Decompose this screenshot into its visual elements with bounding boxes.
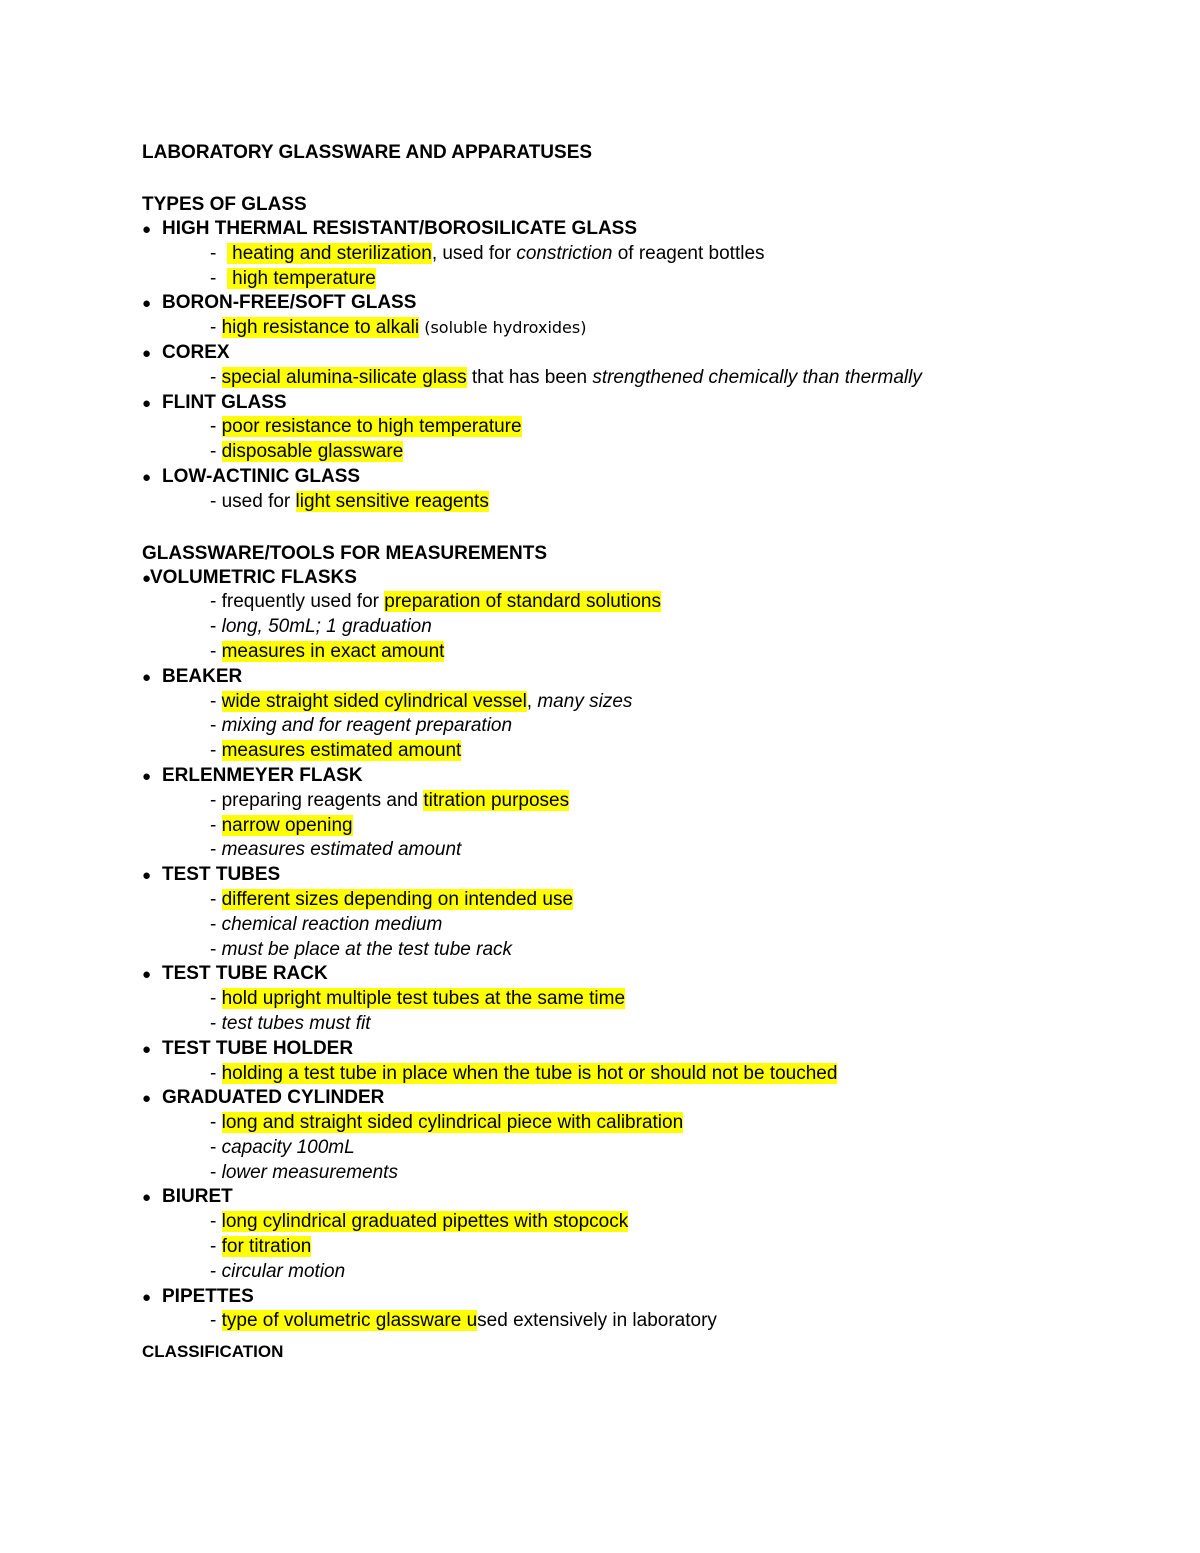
detail-text: mixing and for reagent preparation	[221, 715, 513, 737]
bullet-icon: ●	[142, 668, 152, 686]
item-list	[142, 217, 1102, 515]
detail-line	[142, 1012, 1102, 1037]
detail-text: -	[210, 988, 222, 1010]
detail-text: -	[210, 839, 222, 861]
item-heading	[142, 962, 1102, 987]
detail-line	[142, 267, 1102, 292]
item-heading	[142, 291, 1102, 316]
bullet-icon: ●	[142, 569, 152, 587]
highlighted-text: long cylindrical graduated pipettes with stopcock	[221, 1211, 629, 1233]
detail-text: that has been	[466, 366, 593, 388]
detail-text: lower measurements	[221, 1161, 398, 1183]
detail-text: -	[210, 242, 227, 264]
bullet-icon: ●	[142, 1189, 152, 1207]
detail-text: chemical reaction medium	[221, 913, 443, 935]
detail-text: -	[210, 690, 222, 712]
detail-text: , used for	[431, 242, 517, 264]
highlighted-text: hold upright multiple test tubes at the same time	[221, 988, 626, 1010]
detail-text: measures estimated amount	[221, 839, 462, 861]
item-heading	[142, 1185, 1102, 1210]
detail-text: -	[210, 616, 222, 638]
detail-line	[142, 490, 1102, 515]
highlighted-text: heating and sterilization	[226, 242, 432, 264]
bullet-icon: ●	[142, 867, 152, 885]
detail-line	[142, 714, 1102, 739]
detail-line	[142, 366, 1102, 391]
detail-text: -	[210, 888, 222, 910]
detail-line	[142, 316, 1102, 341]
item-heading-text: VOLUMETRIC FLASKS	[150, 566, 357, 588]
item-heading	[142, 391, 1102, 416]
highlighted-text: long and straight sided cylindrical piece with calibration	[221, 1112, 684, 1134]
detail-line	[142, 838, 1102, 863]
classification-heading: CLASSIFICATION	[142, 1342, 284, 1362]
item-heading-text: LOW-ACTINIC GLASS	[162, 465, 361, 487]
item-heading-text: BIURET	[162, 1186, 233, 1208]
detail-line	[142, 415, 1102, 440]
highlighted-text: high temperature	[226, 267, 376, 289]
item-heading	[142, 1285, 1102, 1310]
detail-text: of reagent bottles	[612, 242, 765, 264]
detail-text: -	[210, 1211, 222, 1233]
detail-text: -	[210, 1136, 222, 1158]
detail-text: -	[210, 441, 222, 463]
item-heading	[142, 863, 1102, 888]
bullet-icon: ●	[142, 966, 152, 984]
detail-text: -	[210, 814, 222, 836]
document-body	[142, 140, 1102, 1364]
highlighted-text: measures in exact amount	[221, 640, 445, 662]
detail-line	[142, 1309, 1102, 1334]
detail-text: -	[210, 1260, 222, 1282]
detail-line	[142, 814, 1102, 839]
bullet-icon: ●	[142, 468, 152, 486]
detail-line	[142, 1210, 1102, 1235]
detail-line	[142, 690, 1102, 715]
bullet-icon: ●	[142, 767, 152, 785]
detail-line	[142, 938, 1102, 963]
detail-text: -	[210, 938, 222, 960]
detail-text: -	[210, 267, 227, 289]
bullet-icon: ●	[142, 1288, 152, 1306]
item-heading	[142, 465, 1102, 490]
detail-text: -	[210, 317, 222, 339]
detail-text: long, 50mL; 1 graduation	[221, 616, 432, 638]
highlighted-text: type of volumetric glassware u	[221, 1310, 478, 1332]
item-heading-text: TEST TUBE HOLDER	[162, 1037, 354, 1059]
highlighted-text: measures estimated amount	[221, 740, 462, 762]
detail-text: capacity 100mL	[221, 1136, 355, 1158]
detail-line	[142, 640, 1102, 665]
detail-text: -	[210, 1012, 222, 1034]
item-heading	[142, 1037, 1102, 1062]
detail-text: must be place at the test tube rack	[221, 938, 513, 960]
detail-text: -	[210, 1310, 222, 1332]
item-heading	[142, 341, 1102, 366]
detail-text: -	[210, 1161, 222, 1183]
item-heading-text: PIPETTES	[162, 1285, 254, 1307]
item-heading	[142, 665, 1102, 690]
item-heading	[142, 217, 1102, 242]
highlighted-text: disposable glassware	[221, 441, 404, 463]
detail-line	[142, 1235, 1102, 1260]
section-glassware-tools	[142, 541, 1102, 1335]
detail-text: many sizes	[537, 690, 633, 712]
detail-text: - frequently used for	[210, 591, 385, 613]
detail-line	[142, 987, 1102, 1012]
detail-text: -	[210, 913, 222, 935]
document-title: LABORATORY GLASSWARE AND APPARATUSES	[142, 142, 593, 163]
bullet-icon: ●	[142, 344, 152, 362]
detail-line	[142, 739, 1102, 764]
detail-text: -	[210, 366, 222, 388]
highlighted-text: poor resistance to high temperature	[221, 416, 522, 438]
detail-text: -	[210, 1236, 222, 1258]
detail-text: -	[210, 1062, 222, 1084]
spacer	[142, 166, 1102, 192]
highlighted-text: preparation of standard solutions	[384, 591, 661, 613]
detail-text: - used for	[210, 490, 296, 512]
item-heading-text: BEAKER	[162, 665, 243, 687]
detail-text: test tubes must fit	[221, 1012, 371, 1034]
detail-line	[142, 242, 1102, 267]
item-heading-text: BORON-FREE/SOFT GLASS	[162, 292, 417, 314]
detail-line	[142, 789, 1102, 814]
detail-line	[142, 913, 1102, 938]
highlighted-text: for titration	[221, 1236, 312, 1258]
detail-text: ,	[526, 690, 538, 712]
highlighted-text: different sizes depending on intended use	[221, 888, 574, 910]
item-heading	[142, 1086, 1102, 1111]
bullet-icon: ●	[142, 295, 152, 313]
item-list	[142, 566, 1102, 1335]
detail-text: -	[210, 715, 222, 737]
detail-line	[142, 888, 1102, 913]
bullet-icon: ●	[142, 221, 152, 238]
detail-text: - preparing reagents and	[210, 789, 424, 811]
detail-text: strengthened chemically than thermally	[592, 366, 922, 388]
bullet-icon: ●	[142, 1090, 152, 1108]
highlighted-text: light sensitive reagents	[295, 490, 489, 512]
section-title: GLASSWARE/TOOLS FOR MEASUREMENTS	[142, 542, 548, 564]
detail-text: -	[210, 740, 222, 762]
detail-line	[142, 440, 1102, 465]
detail-line	[142, 1161, 1102, 1186]
bullet-icon: ●	[142, 394, 152, 412]
item-heading-text: GRADUATED CYLINDER	[162, 1087, 385, 1109]
section-types-of-glass	[142, 192, 1102, 515]
item-heading-text: ERLENMEYER FLASK	[162, 764, 363, 786]
item-heading	[142, 566, 1102, 591]
highlighted-text: special alumina-silicate glass	[221, 366, 467, 388]
item-heading-text: TEST TUBE RACK	[162, 963, 328, 985]
item-heading-text: FLINT GLASS	[162, 391, 287, 413]
detail-line	[142, 615, 1102, 640]
detail-text: -	[210, 416, 222, 438]
detail-text: sed extensively in laboratory	[477, 1310, 717, 1332]
detail-text: -	[210, 640, 222, 662]
detail-text: circular motion	[221, 1260, 346, 1282]
highlighted-text: holding a test tube in place when the tube is hot or should not be touched	[221, 1062, 838, 1084]
bullet-icon: ●	[142, 1040, 152, 1058]
section-title: TYPES OF GLASS	[142, 194, 307, 215]
item-heading	[142, 764, 1102, 789]
detail-text: constriction	[516, 242, 613, 264]
item-heading-text: HIGH THERMAL RESISTANT/BOROSILICATE GLASS	[162, 218, 638, 239]
highlighted-text: narrow opening	[221, 814, 353, 836]
item-heading-text: TEST TUBES	[162, 864, 281, 886]
detail-line	[142, 1260, 1102, 1285]
detail-line	[142, 1111, 1102, 1136]
item-heading-text: COREX	[162, 341, 230, 363]
highlighted-text: titration purposes	[423, 789, 570, 811]
highlighted-text: wide straight sided cylindrical vessel	[221, 690, 527, 712]
detail-text: (soluble hydroxides)	[419, 318, 587, 338]
detail-line	[142, 1062, 1102, 1087]
detail-line	[142, 590, 1102, 615]
highlighted-text: high resistance to alkali	[221, 317, 420, 339]
detail-line	[142, 1136, 1102, 1161]
detail-text: -	[210, 1112, 222, 1134]
spacer	[142, 515, 1102, 541]
